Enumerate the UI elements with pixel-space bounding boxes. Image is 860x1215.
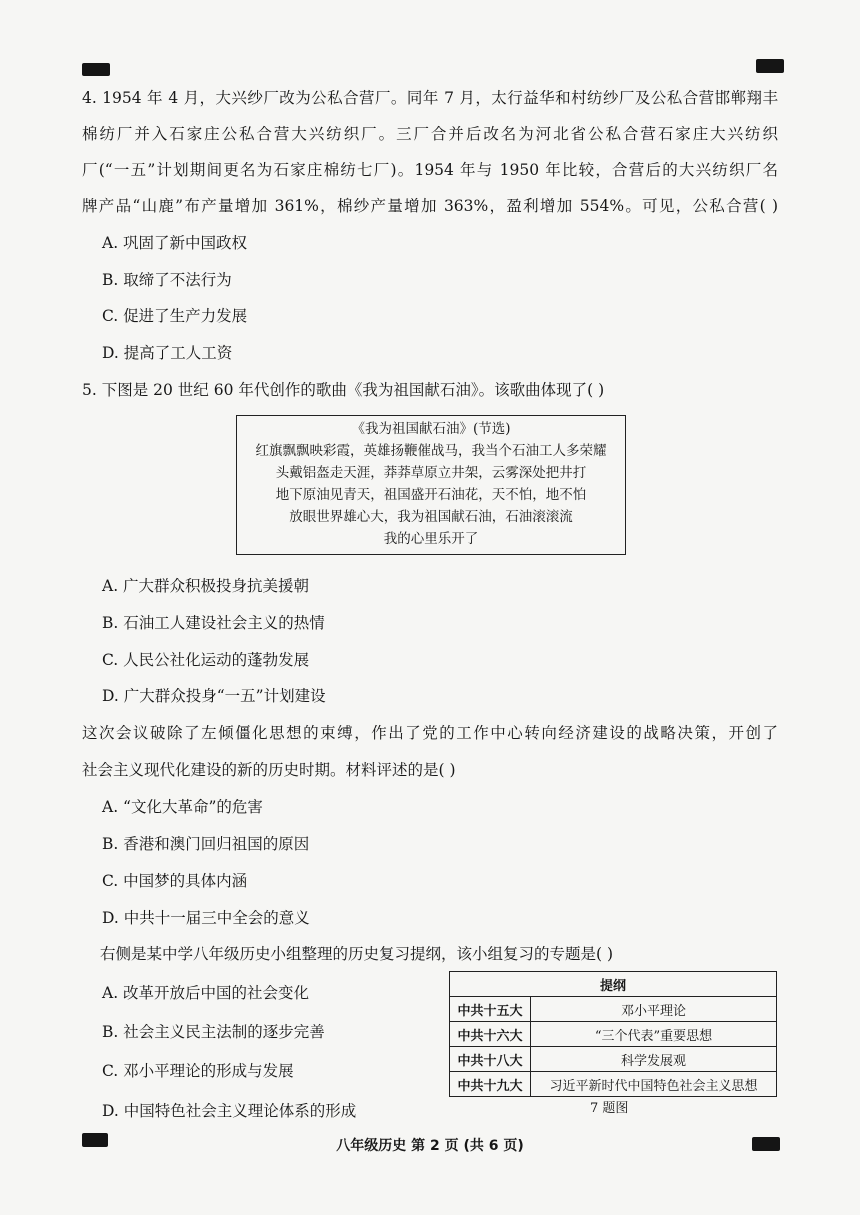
outline-table bbox=[449, 971, 777, 1097]
congress-cell: 中共十五大 bbox=[450, 997, 531, 1022]
theory-cell: 习近平新时代中国特色社会主义思想 bbox=[531, 1072, 777, 1097]
table-row bbox=[450, 997, 777, 1022]
registration-mark-top-right bbox=[756, 59, 784, 73]
q6-option-b: B. 香港和澳门回归祖国的原因 bbox=[102, 835, 310, 853]
theory-cell: 科学发展观 bbox=[531, 1047, 777, 1072]
table-caption: 7 题图 bbox=[590, 1101, 629, 1116]
q5-option-b: B. 石油工人建设社会主义的热情 bbox=[102, 614, 325, 632]
q7-stem: 右侧是某中学八年级历史小组整理的历史复习提纲，该小组复习的专题是( ) bbox=[100, 945, 614, 963]
q6-option-d: D. 中共十一届三中全会的意义 bbox=[102, 909, 310, 927]
lyrics-line: 放眼世界雄心大，我为祖国献石油，石油滚滚流 bbox=[289, 509, 573, 525]
registration-mark-top-left bbox=[82, 63, 110, 76]
q5-option-c: C. 人民公社化运动的蓬勃发展 bbox=[102, 651, 310, 669]
page-footer: 八年级历史 第 2 页 (共 6 页) bbox=[336, 1138, 524, 1154]
lyrics-line: 地下原油见青天，祖国盛开石油花，天不怕，地不怕 bbox=[275, 487, 587, 503]
q5-stem: 5. 下图是 20 世纪 60 年代创作的歌曲《我为祖国献石油》。该歌曲体现了( ) bbox=[82, 381, 605, 399]
q6-option-a: A. “文化大革命”的危害 bbox=[102, 798, 263, 816]
theory-cell: “三个代表”重要思想 bbox=[531, 1022, 777, 1047]
q6-stem-line: 这次会议破除了左倾僵化思想的束缚，作出了党的工作中心转向经济建设的战略决策，开创了 bbox=[82, 724, 778, 742]
q4-option-b: B. 取缔了不法行为 bbox=[102, 271, 232, 289]
q7-option-b: B. 社会主义民主法制的逐步完善 bbox=[102, 1023, 325, 1041]
q7-option-a: A. 改革开放后中国的社会变化 bbox=[102, 984, 310, 1002]
q4-option-d: D. 提高了工人工资 bbox=[102, 344, 233, 362]
q6-option-c: C. 中国梦的具体内涵 bbox=[102, 872, 248, 890]
table-row bbox=[450, 1072, 777, 1097]
q5-option-a: A. 广大群众积极投身抗美援朝 bbox=[102, 577, 310, 595]
q4-option-a: A. 巩固了新中国政权 bbox=[102, 234, 248, 252]
lyrics-box bbox=[236, 415, 626, 555]
table-row bbox=[450, 1022, 777, 1047]
lyrics-title: 《我为祖国献石油》(节选) bbox=[351, 421, 511, 437]
theory-cell: 邓小平理论 bbox=[531, 997, 777, 1022]
q4-stem-line: 棉纺厂并入石家庄公私合营大兴纺织厂。三厂合并后改名为河北省公私合营石家庄大兴纺织 bbox=[82, 125, 778, 143]
q4-stem-line: 牌产品“山鹿”布产量增加 361%，棉纱产量增加 363%，盈利增加 554%。可见，公私合营( ) bbox=[82, 197, 778, 215]
outline-header: 提纲 bbox=[450, 972, 777, 997]
congress-cell: 中共十六大 bbox=[450, 1022, 531, 1047]
q4-stem-line: 4. 1954 年 4 月，大兴纱厂改为公私合营厂。同年 7 月，太行益华和村纺纱厂及公私合营邯郸翔丰 bbox=[82, 89, 778, 107]
lyrics-line: 头戴铝盔走天涯，莽莽草原立井架，云雾深处把井打 bbox=[275, 465, 587, 481]
table-row bbox=[450, 1047, 777, 1072]
congress-cell: 中共十九大 bbox=[450, 1072, 531, 1097]
q4-stem-line: 厂(“一五”计划期间更名为石家庄棉纺七厂)。1954 年与 1950 年比较，合营后的大兴纺织厂名 bbox=[82, 161, 778, 179]
congress-cell: 中共十八大 bbox=[450, 1047, 531, 1072]
q6-stem-line: 社会主义现代化建设的新的历史时期。材料评述的是( ) bbox=[82, 761, 456, 779]
lyrics-line: 红旗飘飘映彩霞，英雄扬鞭催战马，我当个石油工人多荣耀 bbox=[255, 443, 607, 459]
q7-option-c: C. 邓小平理论的形成与发展 bbox=[102, 1062, 294, 1080]
q7-option-d: D. 中国特色社会主义理论体系的形成 bbox=[102, 1102, 357, 1120]
q4-option-c: C. 促进了生产力发展 bbox=[102, 307, 248, 325]
q5-option-d: D. 广大群众投身“一五”计划建设 bbox=[102, 687, 326, 705]
lyrics-line: 我的心里乐开了 bbox=[383, 531, 479, 547]
